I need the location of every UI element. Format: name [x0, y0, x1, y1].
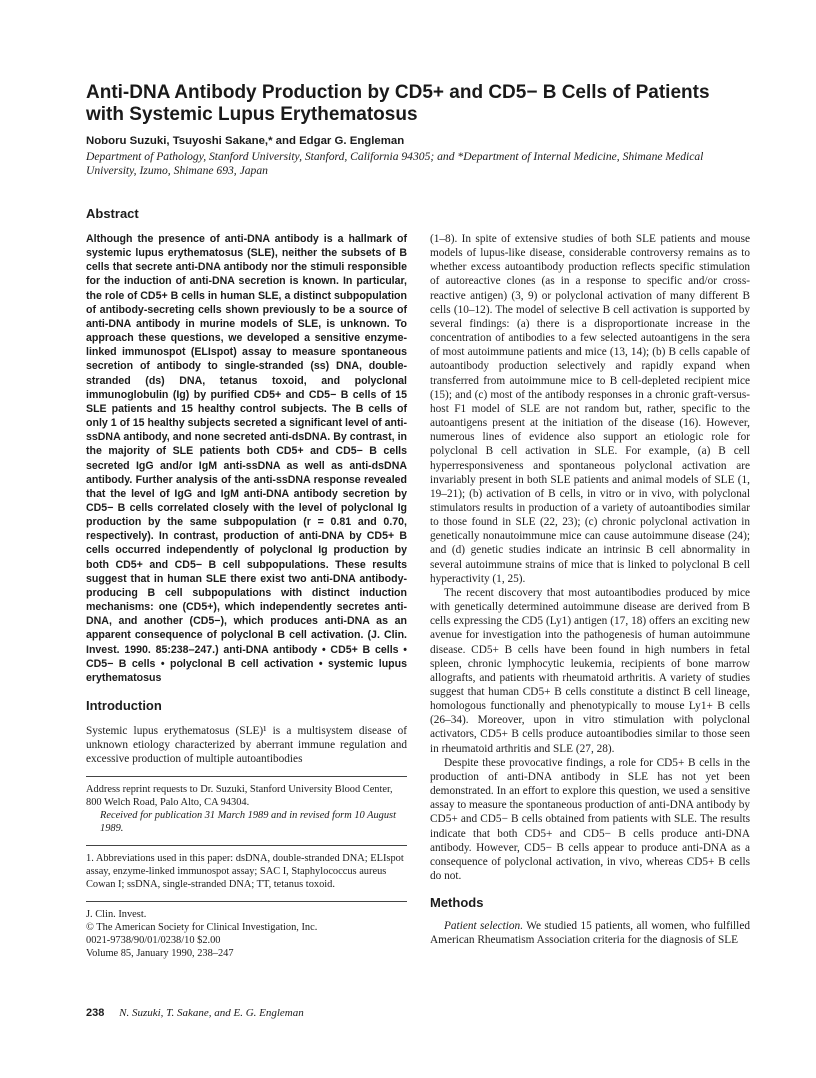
- issn-line: 0021-9738/90/01/0238/10 $2.00: [86, 935, 221, 947]
- introduction-heading: Introduction: [86, 698, 162, 713]
- reprint-address: Address reprint requests to Dr. Suzuki, Stanford University Blood Center, 800 Welch Road, Palo Alto, CA 94304.: [86, 784, 393, 809]
- methods-heading: Methods: [430, 895, 484, 911]
- abstract-heading: Abstract: [86, 206, 139, 221]
- page-footer: [86, 1006, 586, 1020]
- running-authors: N. Suzuki, T. Sakane, and E. G. Engleman: [119, 1007, 304, 1019]
- patient-selection-text: We studied 15 patients, all women, who fulfilled American Rheumatism Association criteria for the diagnosis of SLE: [430, 920, 750, 947]
- patient-selection-label: Patient selection.: [444, 920, 524, 933]
- article-title: Anti-DNA Antibody Production by CD5+ and CD5− B Cells of Patients with Systemic Lupus Erythematosus: [86, 82, 710, 125]
- introduction-paragraph-2: The recent discovery that most autoantibodies produced by mice with genetically determined autoimmune disease are derived from B cells expressing the CD5 (Ly1) antigen (17, 18) offers an exciting new avenue for investigation into the pathogenesis of human autoimmune disease. CD5+ B cells have been found in high numbers in fetal spleen, chronic lymphocytic leukemia, recipients of bone marrow allografts, and patients with rheumatoid arthritis. A variety of studies suggest that human CD5+ B cells constitute a distinct B cell lineage, homologous functionally and phenotypically to mouse Ly1+ B cells (26–34). Moreover, upon in vitro stimulation with polyclonal activators, CD5+ B cells produce autoantibodies similar to those seen in rheumatoid arthritis and SLE (27, 28).: [430, 586, 750, 755]
- volume-line: Volume 85, January 1990, 238–247: [86, 948, 234, 960]
- introduction-paragraph-1-continued: (1–8). In spite of extensive studies of both SLE patients and mouse models of lupus-like disease, considerable controversy remains as to whether excess autoantibody production reflects specific stimulation of autoreactive clones (as in a response to specific and/or cross-reactive antigen) (3, 9) or polyclonal activation of many different B cells (10–12). The model of selective B cell activation is supported by several findings: (a) there is a disproportionate increase in the concentration of antibodies to a few selected autoantigens in the sera of most autoimmune patients and mice (13, 14); (b) B cells capable of autoantibody production selectively and rapidly expand when transferred from autoimmune mice to B cell-depleted recipient mice (15); and (c) most of the antibody responses in a chronic graft-versus-host F1 model of SLE are not random but, rather, specific to the autoantigens present at the initiation of the disease (16). However, numerous lines of evidence also support an etiologic role for polyclonal B cell activation in SLE. For example, (a) B cell hyperresponsiveness and spontaneous polyclonal activation are invariably present in both SLE patients and animal models of SLE (1, 19–21); (b) activation of B cells, in vitro or in vivo, with polyclonal stimulators results in production of a variety of autoantibodies similar to those found in SLE (22, 23); (c) chronic polyclonal activation in genetically nonautoimmune mice can cause autoimmune disease (24); and (d) genetic studies indicate an intrinsic B cell abnormality in several autoimmune strains of mice that is linked to polyclonal B cell hyperactivity (1, 25).: [430, 233, 750, 585]
- journal-name: J. Clin. Invest.: [86, 909, 147, 921]
- left-column: [86, 206, 407, 960]
- footnote-divider: [86, 845, 407, 846]
- author-affiliation: Department of Pathology, Stanford University, Stanford, California 94305; and *Department of Internal Medicine, Shimane Medical University, Izumo, Shimane 693, Japan: [86, 150, 704, 177]
- right-column: [430, 232, 750, 948]
- journal-info: [86, 908, 407, 960]
- journal-divider: [86, 901, 407, 902]
- received-date: Received for publication 31 March 1989 and in revised form 10 August 1989.: [100, 810, 396, 835]
- introduction-paragraph-3: Despite these provocative findings, a role for CD5+ B cells in the production of anti-DNA antibody in SLE has not yet been demonstrated. In an effort to explore this question, we used a sensitive assay to measure the spontaneous production of anti-DNA antibody by CD5+ and CD5− B cells obtained from patients with SLE. The results indicate that both CD5+ and CD5− B cells produce anti-DNA antibody. However, CD5− B cells appear to produce anti-DNA as a consequence of polyclonal activation, in vivo, whereas CD5+ B cells do not.: [430, 756, 750, 883]
- article-authors: Noboru Suzuki, Tsuyoshi Sakane,* and Edgar G. Engleman: [86, 135, 405, 147]
- abbreviations-footnote: 1. Abbreviations used in this paper: dsDNA, double-stranded DNA; ELIspot assay, enzyme-linked immunospot assay; SAC I, Staphylococcus aureus Cowan I; ssDNA, single-stranded DNA; TT, tetanus toxoid.: [86, 853, 404, 891]
- page-number: 238: [86, 1007, 105, 1019]
- abstract-text: Although the presence of anti-DNA antibody is a hallmark of systemic lupus erythematosus (SLE), neither the subsets of B cells that secrete anti-DNA antibody nor the stimuli responsible for the induction of anti-DNA secretion is known. In particular, the role of CD5+ B cells in human SLE, a distinct subpopulation of antibody-secreting cells shown previously to be a source of anti-DNA antibody in murine models of SLE, is unknown. To approach these questions, we developed a sensitive enzyme-linked immunospot (ELIspot) assay to measure spontaneous secretion of antibody to single-stranded (ss) DNA, double-stranded (ds) DNA, tetanus toxoid, and polyclonal immunoglobulin (Ig) by purified CD5+ and CD5− B cells of 15 SLE patients and 15 healthy control subjects. The B cells of only 1 of 15 healthy subjects secreted a significant level of anti-ssDNA antibody, and none secreted anti-dsDNA. By contrast, in the majority of SLE patients both CD5+ and CD5− B cells secreted IgG and/or IgM anti-ssDNA as well as anti-dsDNA antibody. Further analysis of the anti-ssDNA response revealed that the level of IgG and IgM anti-DNA antibody secretion by CD5− B cells correlated closely with the level of polyclonal Ig production by the same subpopulation (r = 0.81 and 0.70, respectively). In contrast, production of anti-DNA by CD5+ B cells occurred independently of polyclonal Ig production by both CD5+ and CD5− B cell subpopulations. These results suggest that in human SLE there exist two anti-DNA antibody-producing B cell subpopulations with distinct induction mechanisms: one (CD5+), which independently secretes anti-DNA, and another (CD5−), which produces anti-DNA as an apparent consequence of polyclonal B cell activation. (J. Clin. Invest. 1990. 85:238–247.) anti-DNA antibody • CD5+ B cells • CD5− B cells • polyclonal B cell activation • systemic lupus erythematosus: [86, 233, 407, 684]
- methods-paragraph: [430, 919, 750, 947]
- column-divider: [86, 776, 407, 777]
- copyright-line: © The American Society for Clinical Investigation, Inc.: [86, 922, 318, 934]
- introduction-paragraph-1: Systemic lupus erythematosus (SLE)¹ is a multisystem disease of unknown etiology characterized by aberrant immune regulation and excessive production of multiple autoantibodies: [86, 725, 407, 766]
